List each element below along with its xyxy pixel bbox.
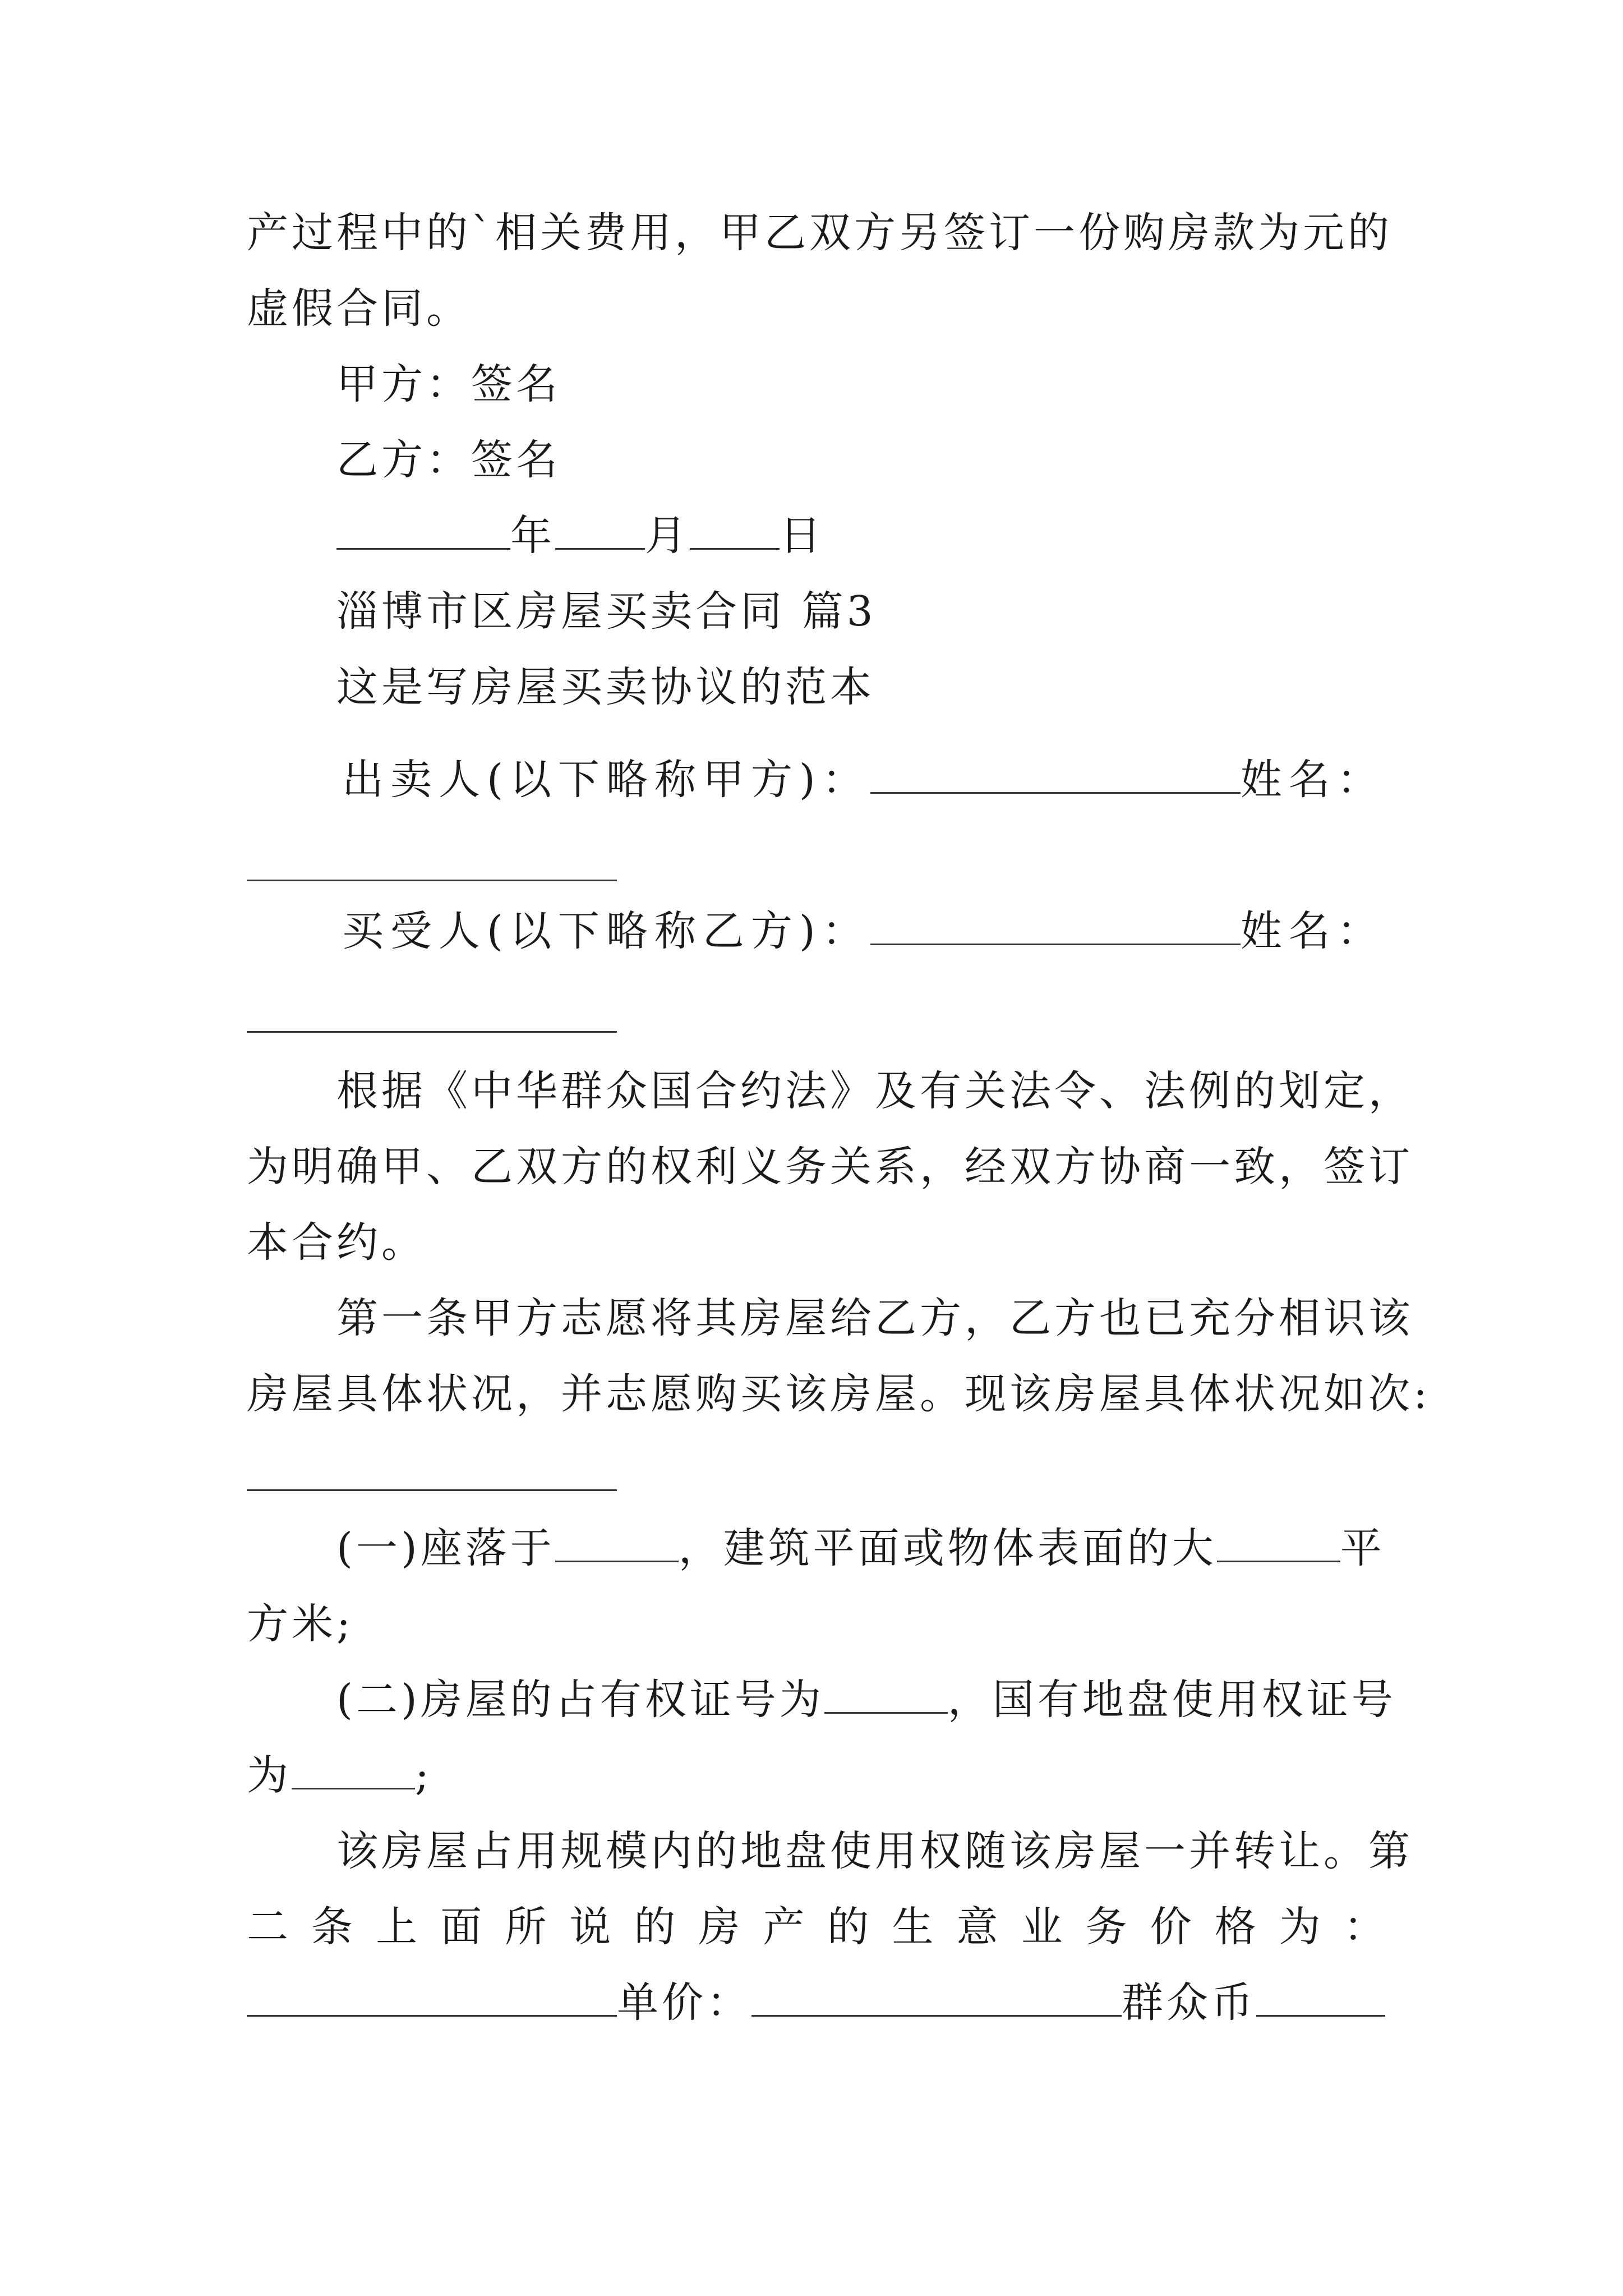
buyer-line [342,906,1385,956]
item-2-prefix: 为 [247,1751,292,1800]
day-blank [690,513,780,550]
price-line [247,1977,1385,2028]
party-a-signature: 甲方：签名 [336,360,561,408]
ownership-cert-blank [824,1677,948,1714]
article-2-char: 所 [505,1903,547,1951]
paragraph-line: 为明确甲、乙双方的权利义务关系，经双方协商一致，签订 [247,1143,1413,1191]
month-label: 月 [645,512,690,560]
price-currency-label: 群众币 [1122,1978,1256,2027]
seller-name-blank [247,880,617,881]
date-line [336,510,824,561]
article-2-char: 产 [763,1903,805,1951]
item-1-label: (一)座落于 [336,1524,555,1572]
area-blank [1217,1526,1340,1562]
item-2-line [336,1674,1396,1725]
article-2-char: 意 [956,1903,998,1951]
article-2-char: 格 [1214,1903,1256,1951]
buyer-blank [870,909,1241,945]
article-2-char: 的 [634,1903,676,1951]
article-2-char: 生 [892,1903,934,1951]
seller-blank [870,757,1241,794]
item-2-line [247,1750,432,1801]
article-2-char: 的 [827,1903,869,1951]
item-1-line: 方米; [247,1600,354,1648]
paragraph-line: 虚假合同。 [247,284,471,333]
price-unit-blank [751,1980,1122,2017]
party-b-signature: 乙方：签名 [336,436,561,484]
article-2-char: 房 [698,1903,740,1951]
item-1-unit: 平 [1340,1524,1385,1572]
buyer-name-label: 姓名： [1240,907,1385,955]
paragraph-line: 根据《中华群众国合约法》及有关法令、法例的划定， [336,1067,1413,1115]
article-2-char: 价 [1150,1903,1192,1951]
article-2-char: 上 [376,1903,418,1951]
article-2-char: 业 [1021,1903,1063,1951]
item-2-label: (二)房屋的占有权证号为 [336,1676,824,1724]
seller-name-label: 姓名： [1240,756,1385,804]
article-2-char: 二 [247,1903,288,1951]
item-2-land-label: ，国有地盘使用权证号 [947,1676,1396,1724]
article-2-char: 说 [569,1903,611,1951]
seller-line [342,754,1385,805]
item-1-line [336,1523,1385,1573]
day-label: 日 [780,512,824,560]
article-1-line: 房屋具体状况，并志愿购买该房屋。现该房屋具体状况如次: [247,1370,1431,1418]
buyer-label: 买受人(以下略称乙方)： [342,907,870,955]
price-total-blank [247,1980,617,2017]
land-use-line: 该房屋占用规模内的地盘使用权随该房屋一并转让。第 [336,1827,1413,1875]
paragraph-line: 产过程中的`相关费用，甲乙双方另签订一份购房款为元的 [247,209,1393,257]
section-title: 淄博市区房屋买卖合同 篇3 [336,587,877,636]
article-2-line [247,1902,1385,1952]
house-status-blank [247,1489,617,1491]
year-label: 年 [510,512,555,560]
buyer-name-blank [247,1031,617,1033]
article-2-char: 面 [440,1903,482,1951]
article-2-char: 为 [1279,1903,1321,1951]
price-unit-label: 单价： [617,1978,751,2027]
item-2-suffix: ; [415,1751,432,1800]
item-1-area-label: ，建筑平面或物体表面的大 [678,1524,1217,1572]
location-blank [555,1526,679,1562]
article-2-char: ： [1343,1903,1385,1951]
paragraph-line: 本合约。 [247,1218,426,1267]
intro-line: 这是写房屋买卖协议的范本 [336,663,875,711]
month-blank [555,513,645,550]
seller-label: 出卖人(以下略称甲方)： [342,756,870,804]
price-amount-blank [1256,1980,1385,2017]
land-cert-blank [292,1753,415,1789]
article-1-line: 第一条甲方志愿将其房屋给乙方，乙方也已充分相识该 [336,1294,1413,1342]
article-2-char: 务 [1085,1903,1127,1951]
article-2-char: 条 [311,1903,353,1951]
year-blank [336,513,510,550]
